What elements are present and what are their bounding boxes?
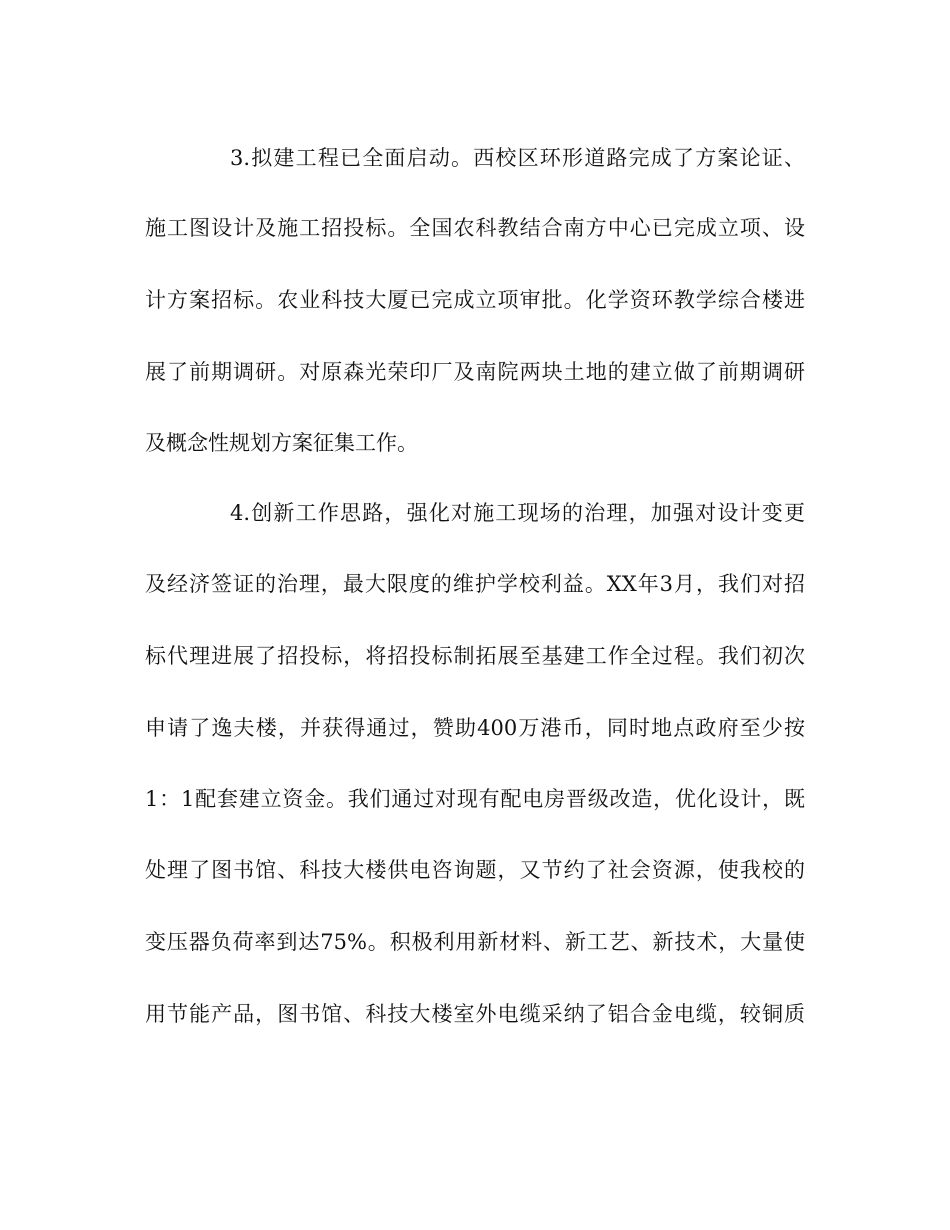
paragraph-3-line-3: 计方案招标。农业科技大厦已完成立项审批。化学资环教学综合楼进 (145, 288, 805, 312)
paragraph-4-line-3: 标代理进展了招投标，将招投标制拓展至基建工作全过程。我们初次 (145, 644, 805, 668)
paragraph-4-line-1: 4.创新工作思路，强化对施工现场的治理，加强对设计变更 (230, 501, 805, 525)
paragraph-3-line-2: 施工图设计及施工招投标。全国农科教结合南方中心已完成立项、设 (145, 216, 805, 240)
paragraph-3-line-5: 及概念性规划方案征集工作。 (145, 431, 418, 455)
paragraph-4-line-6: 处理了图书馆、科技大楼供电咨询题，又节约了社会资源，使我校的 (145, 858, 805, 882)
paragraph-4-line-8: 用节能产品，图书馆、科技大楼室外电缆采纳了铝合金电缆，较铜质 (145, 1002, 805, 1026)
paragraph-4-line-4: 申请了逸夫楼，并获得通过，赞助400万港币，同时地点政府至少按 (145, 716, 805, 740)
paragraph-4-line-7: 变压器负荷率到达75%。积极利用新材料、新工艺、新技术，大量使 (145, 930, 805, 954)
paragraph-3-line-4: 展了前期调研。对原森光荣印厂及南院两块土地的建立做了前期调研 (145, 360, 805, 384)
paragraph-3-line-1: 3.拟建工程已全面启动。西校区环形道路完成了方案论证、 (230, 146, 805, 170)
paragraph-4-line-2: 及经济签证的治理，最大限度的维护学校利益。XX年3月，我们对招 (145, 572, 805, 596)
paragraph-4-line-5: 1：1配套建立资金。我们通过对现有配电房晋级改造，优化设计，既 (145, 787, 805, 811)
